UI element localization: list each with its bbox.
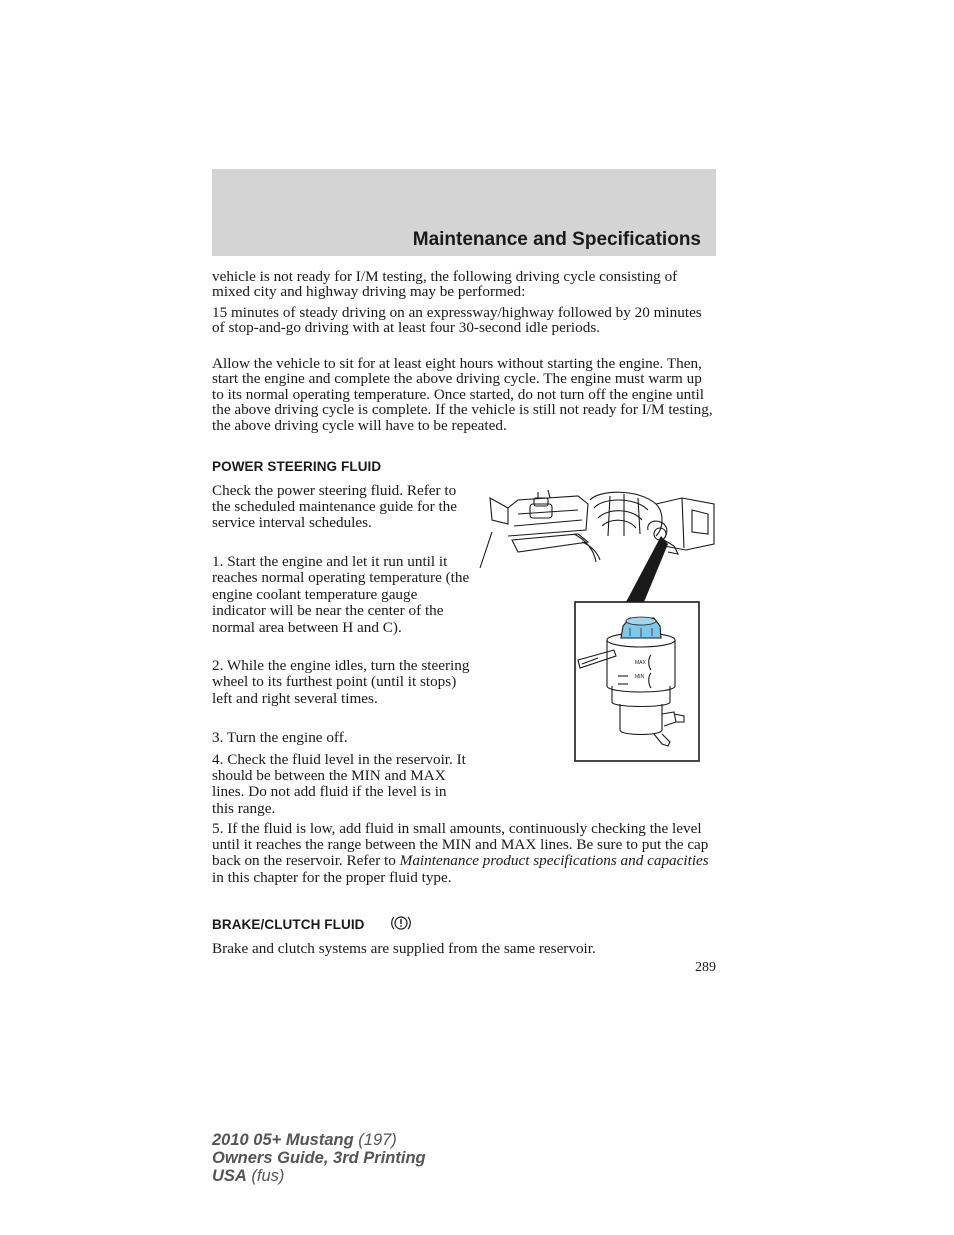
footer-market: USA (212, 1167, 247, 1185)
footer-guide: Owners Guide, 3rd Printing (212, 1149, 426, 1167)
step-5-text: 5. If the fluid is low, add fluid in small amounts, continuously checking the level until it reaches the range between the MIN and MAX lines. Be sure to put the cap back on the reservoir. Refer to (212, 820, 709, 870)
intro-paragraph: vehicle is not ready for I/M testing, the following driving cycle consisting of mixed city and highway driving may be performed: (212, 268, 678, 301)
power-steering-heading: POWER STEERING FLUID (212, 459, 382, 474)
page-number: 289 (695, 960, 716, 975)
step-5-text-end: in this chapter for the proper fluid type. (212, 868, 452, 886)
brake-clutch-heading: BRAKE/CLUTCH FLUID (212, 917, 365, 932)
power-steering-reservoir-illustration (478, 490, 718, 765)
engine-bay-drawing (480, 490, 714, 568)
brake-clutch-paragraph: Brake and clutch systems are supplied from the same reservoir. (212, 940, 596, 957)
min-line-label: MIN (635, 674, 645, 680)
allow-paragraph: Allow the vehicle to sit for at least eight hours without starting the engine. Then, start the engine and complete the above driving cycle. The engine must warm up to its normal operating temperature. Once started, do not turn off the engine until the above driving cycle is complete. If the vehicle is still not ready for I/M testing, the above driving cycle will have to be repeated. (212, 355, 713, 434)
brake-warning-icon (390, 913, 412, 933)
step-1: 1. Start the engine and let it run until it reaches normal operating temperature (the engine coolant temperature gauge indicator will be near the center of the normal area between H and C). (212, 553, 470, 636)
check-paragraph: Check the power steering fluid. Refer to the scheduled maintenance guide for the service interval schedules. (212, 482, 458, 532)
step-5-reference: Maintenance product specifications and capacities (399, 852, 709, 870)
section-header-band (212, 169, 716, 256)
section-title: Maintenance and Specifications (412, 229, 701, 250)
footer-model-code: (197) (353, 1131, 397, 1149)
footer-model: 2010 05+ Mustang (212, 1131, 354, 1149)
drive-cycle-paragraph: 15 minutes of steady driving on an expressway/highway followed by 20 minutes of stop-and-go driving with at least four 30-second idle periods. (212, 304, 702, 337)
document-footer (212, 1131, 426, 1185)
reservoir-cap (621, 617, 661, 638)
step-4: 4. Check the fluid level in the reservoir. It should be between the MIN and MAX lines. Do not add fluid if the level is in this range. (212, 751, 466, 817)
step-2: 2. While the engine idles, turn the steering wheel to its furthest point (until it stops) left and right several times. (212, 657, 470, 707)
step-3: 3. Turn the engine off. (212, 729, 348, 746)
step-5 (212, 821, 716, 886)
max-line-label: MAX (635, 660, 646, 666)
pointer-callout (626, 536, 668, 602)
footer-market-code: (fus) (246, 1167, 285, 1185)
